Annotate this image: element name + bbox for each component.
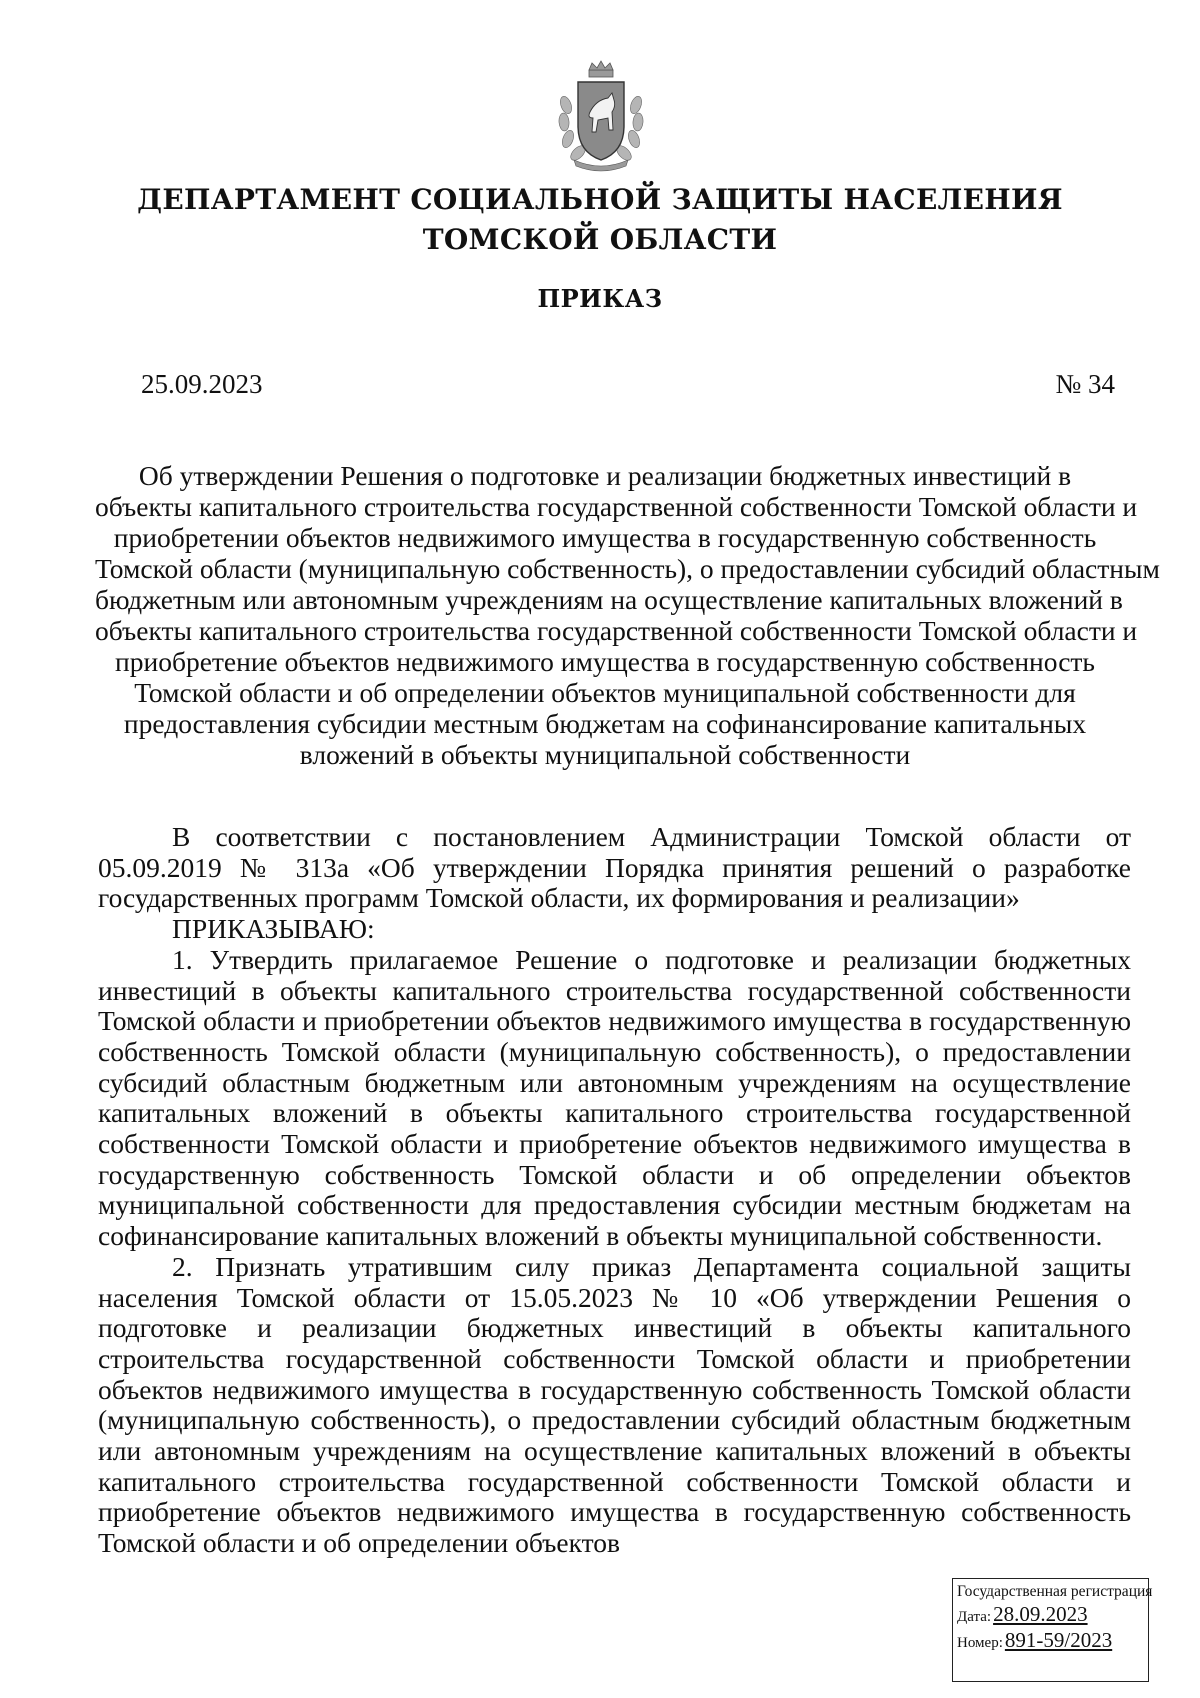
subject-line: вложений в объекты муниципальной собственности (299, 739, 911, 770)
order-word: ПРИКАЗЫВАЮ: (172, 913, 375, 945)
coat-of-arms-icon (556, 60, 646, 172)
registration-date-label: Дата: (957, 1609, 992, 1625)
department-title-line1: ДЕПАРТАМЕНТ СОЦИАЛЬНОЙ ЗАЩИТЫ НАСЕЛЕНИЯ (137, 183, 1063, 216)
document-date: 25.09.2023 (141, 369, 263, 399)
preamble-paragraph: В соответствии с постановлением Администрации Томской области от 05.09.2019 № 313а «Об утверждении Порядка принятия решений о разработке государственных программ Томской области, их формирования и реализации» (98, 821, 1131, 914)
subject-line: объекты капитального строительства государственной собственности Томской области и (95, 615, 1138, 646)
department-title (0, 180, 1200, 260)
subject-line: бюджетным или автономным учреждениям на осуществление капитальных вложений в (95, 584, 1123, 615)
subject-line: Томской области (муниципальную собственность), о предоставлении субсидий областным (95, 553, 1160, 584)
subject-line: предоставления субсидии местным бюджетам на софинансирование капитальных (123, 708, 1087, 739)
document-subject (95, 460, 1160, 770)
subject-line: приобретении объектов недвижимого имущества в государственную собственность (113, 522, 1097, 553)
document-body (98, 822, 1131, 1559)
department-title-line2: ТОМСКОЙ ОБЛАСТИ (422, 223, 778, 256)
subject-line: Томской области и об определении объектов муниципальной собственности для (134, 677, 1076, 708)
registration-title: Государственная регистрация (957, 1583, 1153, 1600)
subject-line: объекты капитального строительства государственной собственности Томской области и (95, 491, 1138, 522)
registration-number-label: Номер: (957, 1635, 1003, 1651)
registration-date-value: 28.09.2023 (993, 1602, 1088, 1626)
subject-line: Об утверждении Решения о подготовке и реализации бюджетных инвестиций в (138, 460, 1072, 491)
registration-number-value: 891-59/2023 (1004, 1628, 1113, 1652)
document-type: ПРИКАЗ (537, 284, 663, 313)
registration-number-row (957, 1628, 1145, 1653)
document-number: № 34 (1055, 369, 1115, 399)
order-item-2: 2. Признать утратившим силу приказ Департамента социальной защиты населения Томской области от 15.05.2023 № 10 «Об утверждении Решения о подготовке и реализации бюджетных инвестиций в объекты капитального строительства государственной собственности Томской области и приобретении объектов недвижимого имущества в государственную собственность Томской области (муниципальную собственность), о предоставлении субсидий областным бюджетным или автономным учреждениям на осуществление капитальных вложений в объекты капитального строительства государственной собственности Томской области и приобретение объектов недвижимого имущества в государственную собственность Томской области и об определении объектов (98, 1250, 1131, 1559)
crown-icon (589, 61, 613, 77)
registration-date-row (957, 1602, 1145, 1627)
shield-icon (578, 82, 624, 160)
subject-line: приобретение объектов недвижимого имущества в государственную собственность (115, 646, 1095, 677)
registration-stamp (952, 1578, 1153, 1682)
order-item-1: 1. Утвердить прилагаемое Решение о подготовке и реализации бюджетных инвестиций в объекты капитального строительства государственной собственности Томской области и приобретении объектов недвижимого имущества в государственную собственность Томской области (муниципальную собственность), о предоставлении субсидий областным бюджетным или автономным учреждениям на осуществление капитальных вложений в объекты капитального строительства государственной собственности Томской области и приобретение объектов недвижимого имущества в государственную собственность Томской области и об определении объектов муниципальной собственности для предоставления субсидии местным бюджетам на софинансирование капитальных вложений в объекты муниципальной собственности. (98, 943, 1131, 1252)
ribbon-icon (574, 160, 628, 171)
